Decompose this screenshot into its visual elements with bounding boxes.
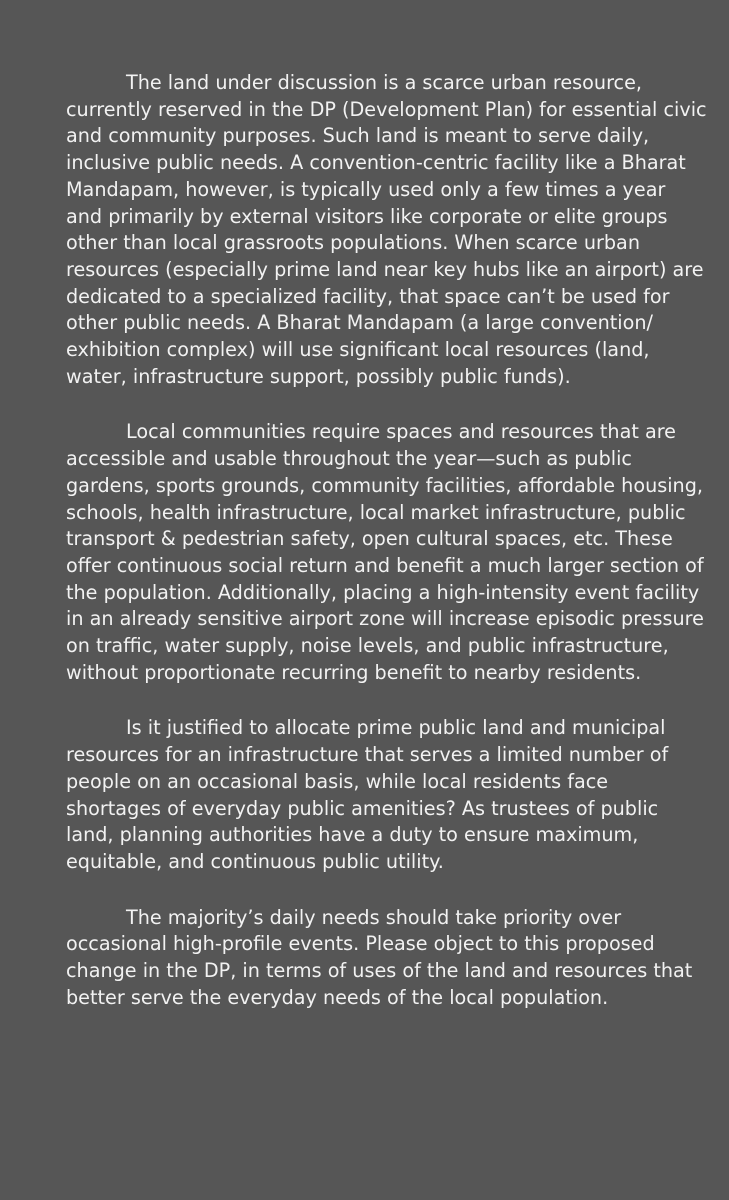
paragraph-land-scarcity: The land under discussion is a scarce urban resource, currently reserved in the DP (Development Plan) for essential civic and community purposes. Such land is meant to serve daily, inclusive public needs. A convention-centric facility like a Bharat Mandapam, however, is typically used only a few times a year and primarily by external visitors like corporate or elite groups other than local grassroots populations. When scarce urban resources (especially prime land near key hubs like an airport) are dedicated to a specialized facility, that space can’t be used for other public needs. A Bharat Mandapam (a large convention/ exhibition complex) will use significant local resources (land, water, infrastructure support, possibly public funds). <box>66 71 707 388</box>
paragraph-justification-question: Is it justified to allocate prime public land and municipal resources for an infrastructure that serves a limited number of people on an occasional basis, while local residents face shortages of everyday public amenities? As trustees of public land, planning authorities have a duty to ensure maximum, equitable, and continuous public utility. <box>66 716 669 873</box>
paragraph-community-needs: Local communities require spaces and resources that are accessible and usable throughout the year—such as public gardens, sports grounds, community facilities, affordable housing, schools, health infrastructure, local market infrastructure, public transport & pedestrian safety, open cultural spaces, etc. These offer continuous social return and benefit a much larger section of the population. Additionally, placing a high-intensity event facility in an already sensitive airport zone will increase episodic pressure on traffic, water supply, noise levels, and public infrastructure, without proportionate recurring benefit to nearby residents. <box>66 420 704 684</box>
paragraph-call-to-object: The majority’s daily needs should take priority over occasional high-profile events. Please object to this proposed change in the DP, in terms of uses of the land and resources that better serve the everyday needs of the local population. <box>66 905 693 1009</box>
